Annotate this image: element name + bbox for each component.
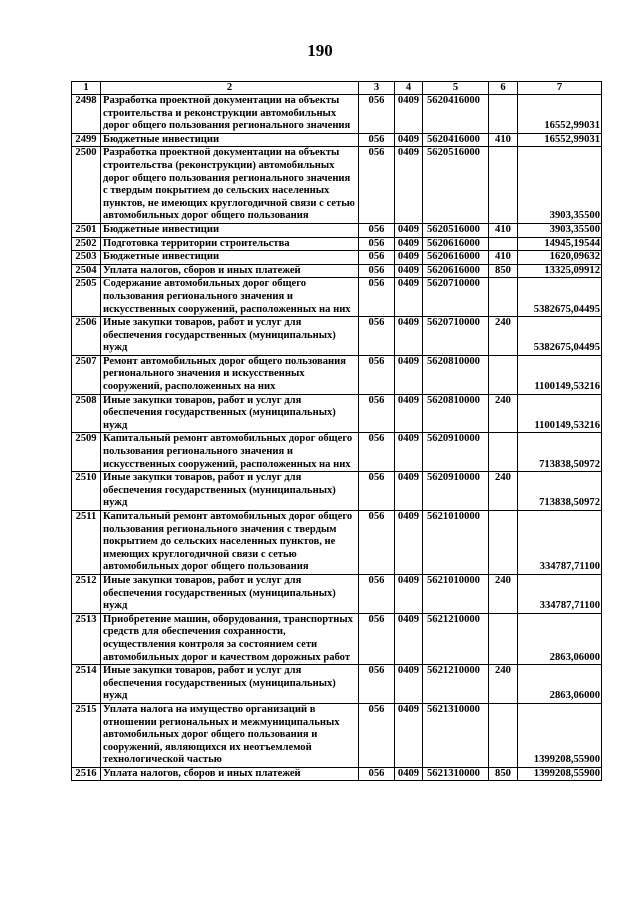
header-cell: 4 [395, 82, 423, 95]
row-number: 2505 [72, 278, 101, 317]
row-number: 2498 [72, 95, 101, 134]
budget-table [71, 81, 602, 781]
row-code-3: 056 [359, 251, 395, 265]
header-cell: 6 [489, 82, 518, 95]
table-row [72, 355, 602, 394]
row-name: Бюджетные инвестиции [101, 251, 359, 265]
table-row [72, 394, 602, 433]
row-amount: 16552,99031 [518, 95, 602, 134]
row-number: 2510 [72, 472, 101, 511]
row-code-6 [489, 147, 518, 224]
row-code-6 [489, 703, 518, 767]
table-row [72, 133, 602, 147]
row-code-4: 0409 [395, 394, 423, 433]
table-row [72, 767, 602, 781]
row-code-6: 240 [489, 317, 518, 356]
row-code-5: 5620616000 [423, 237, 489, 251]
row-amount: 2863,06000 [518, 613, 602, 664]
row-code-3: 056 [359, 433, 395, 472]
row-amount: 3903,35500 [518, 147, 602, 224]
row-name: Уплата налогов, сборов и иных платежей [101, 264, 359, 278]
row-amount: 1399208,55900 [518, 767, 602, 781]
row-code-4: 0409 [395, 665, 423, 704]
header-cell: 5 [423, 82, 489, 95]
row-number: 2499 [72, 133, 101, 147]
row-code-3: 056 [359, 613, 395, 664]
row-amount: 1100149,53216 [518, 394, 602, 433]
row-number: 2501 [72, 223, 101, 237]
row-name: Иные закупки товаров, работ и услуг для обеспечения государственных (муниципальных) нужд [101, 574, 359, 613]
row-number: 2511 [72, 511, 101, 575]
header-cell: 3 [359, 82, 395, 95]
row-code-4: 0409 [395, 278, 423, 317]
header-cell: 2 [101, 82, 359, 95]
row-number: 2500 [72, 147, 101, 224]
row-amount: 334787,71100 [518, 574, 602, 613]
row-code-4: 0409 [395, 317, 423, 356]
row-code-3: 056 [359, 147, 395, 224]
row-code-3: 056 [359, 511, 395, 575]
row-code-4: 0409 [395, 223, 423, 237]
row-code-4: 0409 [395, 511, 423, 575]
row-code-5: 5621210000 [423, 613, 489, 664]
table-row [72, 264, 602, 278]
row-code-4: 0409 [395, 613, 423, 664]
row-code-5: 5620616000 [423, 264, 489, 278]
row-name: Разработка проектной документации на объекты строительства (реконструкции) автомобильных дорог общего пользования регионального значения с твердым покрытием до сельских населенных пунктов, не имеющих круглогодичной связи с сетью автомобильных дорог общего пользования [101, 147, 359, 224]
row-code-3: 056 [359, 767, 395, 781]
table-row [72, 223, 602, 237]
row-code-5: 5620416000 [423, 133, 489, 147]
row-amount: 5382675,04495 [518, 278, 602, 317]
row-number: 2502 [72, 237, 101, 251]
row-code-3: 056 [359, 317, 395, 356]
row-code-6 [489, 95, 518, 134]
row-code-6: 850 [489, 264, 518, 278]
row-code-3: 056 [359, 703, 395, 767]
row-amount: 14945,19544 [518, 237, 602, 251]
row-name: Иные закупки товаров, работ и услуг для обеспечения государственных (муниципальных) нужд [101, 472, 359, 511]
header-cell: 7 [518, 82, 602, 95]
row-code-5: 5621210000 [423, 665, 489, 704]
table-row [72, 574, 602, 613]
row-number: 2516 [72, 767, 101, 781]
table-row [72, 665, 602, 704]
table-row [72, 511, 602, 575]
row-code-6 [489, 355, 518, 394]
row-name: Капитальный ремонт автомобильных дорог общего пользования регионального значения с твердым покрытием до сельских населенных пунктов, не имеющих круглогодичной связи с сетью автомобильных дорог общего пользования [101, 511, 359, 575]
row-name: Уплата налога на имущество организаций в отношении региональных и межмуниципальных автомобильных дорог общего пользования и сооружений, являющихся их неотъемлемой технологической частью [101, 703, 359, 767]
row-code-4: 0409 [395, 264, 423, 278]
row-name: Иные закупки товаров, работ и услуг для обеспечения государственных (муниципальных) нужд [101, 394, 359, 433]
row-code-3: 056 [359, 665, 395, 704]
row-name: Разработка проектной документации на объекты строительства и реконструкции автомобильных дорог общего пользования регионального значения [101, 95, 359, 134]
row-name: Содержание автомобильных дорог общего пользования регионального значения и искусственных сооружений, расположенных на них [101, 278, 359, 317]
row-number: 2514 [72, 665, 101, 704]
row-number: 2512 [72, 574, 101, 613]
row-name: Ремонт автомобильных дорог общего пользования регионального значения и искусственных сооружений, расположенных на них [101, 355, 359, 394]
row-amount: 1399208,55900 [518, 703, 602, 767]
row-code-3: 056 [359, 574, 395, 613]
row-code-4: 0409 [395, 472, 423, 511]
row-code-5: 5620516000 [423, 147, 489, 224]
row-code-6 [489, 237, 518, 251]
row-code-6 [489, 433, 518, 472]
row-code-3: 056 [359, 355, 395, 394]
row-code-6: 850 [489, 767, 518, 781]
row-number: 2509 [72, 433, 101, 472]
row-name: Подготовка территории строительства [101, 237, 359, 251]
row-code-4: 0409 [395, 251, 423, 265]
row-amount: 713838,50972 [518, 472, 602, 511]
row-code-3: 056 [359, 278, 395, 317]
row-code-5: 5620710000 [423, 278, 489, 317]
row-code-3: 056 [359, 472, 395, 511]
row-code-6: 240 [489, 472, 518, 511]
table-row [72, 237, 602, 251]
row-code-5: 5620910000 [423, 433, 489, 472]
row-name: Бюджетные инвестиции [101, 223, 359, 237]
table-row [72, 433, 602, 472]
row-code-5: 5620710000 [423, 317, 489, 356]
row-name: Капитальный ремонт автомобильных дорог общего пользования регионального значения и искусственных сооружений, расположенных на них [101, 433, 359, 472]
row-number: 2513 [72, 613, 101, 664]
table-row [72, 472, 602, 511]
row-code-4: 0409 [395, 703, 423, 767]
table-row [72, 251, 602, 265]
row-code-4: 0409 [395, 433, 423, 472]
row-code-3: 056 [359, 264, 395, 278]
row-code-6 [489, 278, 518, 317]
row-amount: 3903,35500 [518, 223, 602, 237]
row-number: 2503 [72, 251, 101, 265]
row-code-3: 056 [359, 223, 395, 237]
table-body [72, 95, 602, 781]
row-code-6: 410 [489, 133, 518, 147]
row-name: Иные закупки товаров, работ и услуг для обеспечения государственных (муниципальных) нужд [101, 665, 359, 704]
row-code-6 [489, 613, 518, 664]
row-code-5: 5621310000 [423, 703, 489, 767]
row-amount: 2863,06000 [518, 665, 602, 704]
row-number: 2504 [72, 264, 101, 278]
page-number: 190 [307, 41, 333, 60]
row-amount: 1100149,53216 [518, 355, 602, 394]
row-number: 2508 [72, 394, 101, 433]
row-code-4: 0409 [395, 767, 423, 781]
row-code-6: 410 [489, 223, 518, 237]
row-code-6 [489, 511, 518, 575]
row-amount: 16552,99031 [518, 133, 602, 147]
row-code-5: 5620516000 [423, 223, 489, 237]
table-row [72, 613, 602, 664]
row-code-5: 5621310000 [423, 767, 489, 781]
row-code-4: 0409 [395, 95, 423, 134]
row-name: Уплата налогов, сборов и иных платежей [101, 767, 359, 781]
row-code-5: 5620810000 [423, 355, 489, 394]
row-code-5: 5621010000 [423, 574, 489, 613]
row-code-4: 0409 [395, 133, 423, 147]
row-number: 2507 [72, 355, 101, 394]
row-number: 2506 [72, 317, 101, 356]
row-amount: 334787,71100 [518, 511, 602, 575]
row-code-5: 5620616000 [423, 251, 489, 265]
row-code-5: 5620416000 [423, 95, 489, 134]
row-amount: 713838,50972 [518, 433, 602, 472]
row-code-6: 240 [489, 394, 518, 433]
row-code-4: 0409 [395, 574, 423, 613]
row-code-5: 5620910000 [423, 472, 489, 511]
row-code-6: 240 [489, 574, 518, 613]
row-code-6: 240 [489, 665, 518, 704]
row-name: Иные закупки товаров, работ и услуг для обеспечения государственных (муниципальных) нужд [101, 317, 359, 356]
row-code-4: 0409 [395, 355, 423, 394]
row-amount: 5382675,04495 [518, 317, 602, 356]
header-row [72, 82, 602, 95]
table-row [72, 95, 602, 134]
row-code-3: 056 [359, 394, 395, 433]
table-row [72, 317, 602, 356]
table-row [72, 278, 602, 317]
row-number: 2515 [72, 703, 101, 767]
row-name: Бюджетные инвестиции [101, 133, 359, 147]
row-code-5: 5620810000 [423, 394, 489, 433]
row-name: Приобретение машин, оборудования, транспортных средств для обеспечения сохранности, осуществления контроля за состоянием сети автомобильных дорог и качеством дорожных работ [101, 613, 359, 664]
table-row [72, 703, 602, 767]
header-cell: 1 [72, 82, 101, 95]
row-code-6: 410 [489, 251, 518, 265]
row-amount: 13325,09912 [518, 264, 602, 278]
row-code-4: 0409 [395, 147, 423, 224]
row-code-5: 5621010000 [423, 511, 489, 575]
row-code-4: 0409 [395, 237, 423, 251]
row-code-3: 056 [359, 95, 395, 134]
row-code-3: 056 [359, 237, 395, 251]
table-row [72, 147, 602, 224]
row-amount: 1620,09632 [518, 251, 602, 265]
row-code-3: 056 [359, 133, 395, 147]
